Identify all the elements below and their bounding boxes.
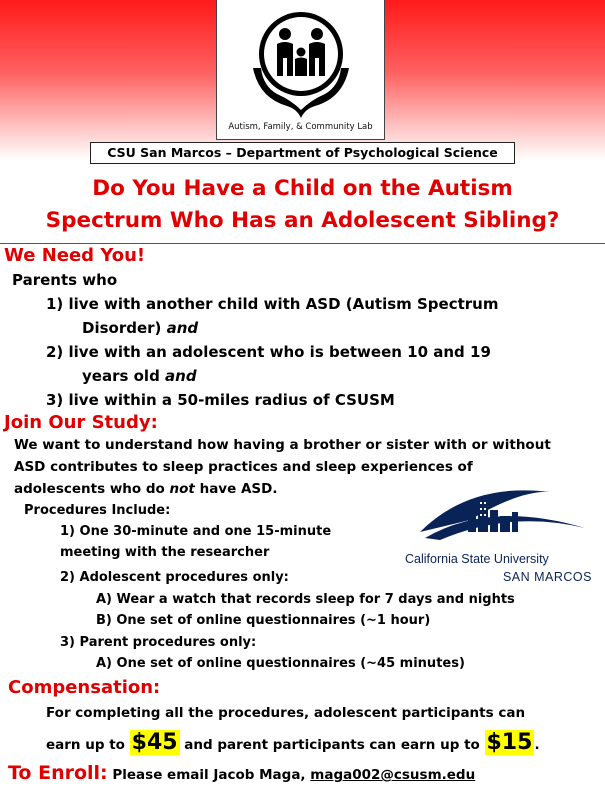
study-heading: Join Our Study: xyxy=(4,412,158,433)
study-desc-3: adolescents who do not have ASD. xyxy=(14,481,278,497)
adolescent-amount: $45 xyxy=(131,730,178,755)
need-item-1a: 1) live with another child with ASD (Autism Spectrum xyxy=(46,295,499,313)
university-skyline-icon xyxy=(400,480,600,550)
divider xyxy=(0,243,605,244)
procedure-3: 3) Parent procedures only: xyxy=(60,635,257,650)
enroll-heading: To Enroll: xyxy=(8,762,108,784)
need-item-2a: 2) live with an adolescent who is between 10 and 19 xyxy=(46,343,491,361)
csusm-logo xyxy=(400,480,600,590)
parent-amount: $15 xyxy=(486,730,533,755)
university-name: California State University xyxy=(405,552,549,566)
lab-logo xyxy=(216,0,385,140)
need-item-3: 3) live within a 50-miles radius of CSUSM xyxy=(46,391,395,409)
university-campus: SAN MARCOS xyxy=(502,570,592,584)
compensation-heading: Compensation: xyxy=(8,677,161,698)
title-line-1: Do You Have a Child on the Autism xyxy=(92,176,513,201)
compensation-line-1: For completing all the procedures, adolescent participants can xyxy=(46,705,526,721)
need-item-2b: years old and xyxy=(82,367,197,385)
procedure-2: 2) Adolescent procedures only: xyxy=(60,570,289,585)
procedure-1b: meeting with the researcher xyxy=(60,545,270,560)
procedure-1a: 1) One 30-minute and one 15-minute xyxy=(60,524,332,539)
department-banner: CSU San Marcos – Department of Psychological Science xyxy=(90,142,515,164)
study-desc-2: ASD contributes to sleep practices and sleep experiences of xyxy=(14,459,473,475)
compensation-line-2: earn up to $45 and parent participants can earn up to $15 . xyxy=(46,730,540,755)
lab-caption: Autism, Family, & Community Lab xyxy=(228,122,373,132)
title-line-2: Spectrum Who Has an Adolescent Sibling? xyxy=(45,208,560,233)
study-desc-1: We want to understand how having a brother or sister with or without xyxy=(14,437,551,453)
procedure-3a: A) One set of online questionnaires (~45 minutes) xyxy=(96,656,465,671)
procedures-label: Procedures Include: xyxy=(24,503,171,518)
procedure-2b: B) One set of online questionnaires (~1 hour) xyxy=(96,613,431,628)
enroll-text: Please email Jacob Maga, xyxy=(112,767,306,783)
need-item-1b: Disorder) and xyxy=(82,319,199,337)
procedure-2a: A) Wear a watch that records sleep for 7 days and nights xyxy=(96,592,515,607)
email-link[interactable]: maga002@csusm.edu xyxy=(310,767,476,783)
need-heading: We Need You! xyxy=(4,245,146,266)
need-intro: Parents who xyxy=(12,271,118,289)
family-hands-logo-icon xyxy=(247,6,355,122)
page-title xyxy=(0,173,605,237)
enroll-line xyxy=(8,760,475,788)
